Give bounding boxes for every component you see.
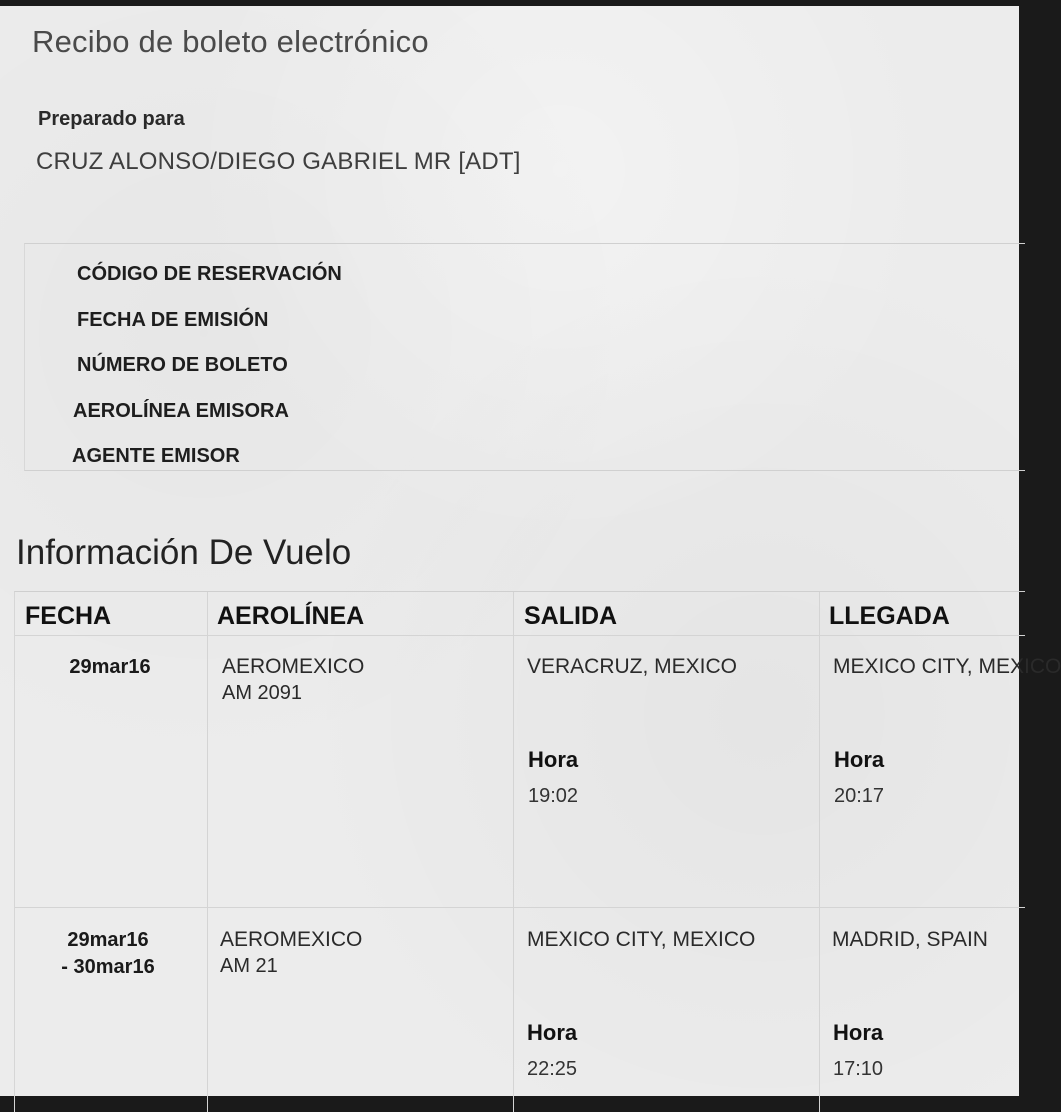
departure-city: MEXICO CITY, MEXICO [527, 928, 756, 951]
flight-date [43, 927, 173, 981]
arrival-city-clip [833, 655, 1061, 685]
flight-date-start: 29mar16 [69, 656, 151, 678]
arrival-time: 20:17 [834, 785, 885, 807]
flight-date-end: - 30mar16 [61, 956, 155, 978]
flight-info-title: Información De Vuelo [16, 533, 352, 572]
flight-date [55, 654, 165, 681]
ticket-number-label: NÚMERO DE BOLETO [77, 354, 288, 376]
departure-time-label: Hora [528, 747, 579, 772]
passenger-name: CRUZ ALONSO/DIEGO GABRIEL MR [ADT] [36, 148, 521, 175]
departure-time: 19:02 [528, 785, 579, 807]
column-divider [819, 592, 820, 1112]
flight-number: AM 2091 [222, 682, 303, 704]
arrival-city: MADRID, SPAIN [832, 928, 988, 951]
arrival-time: 17:10 [833, 1058, 884, 1080]
row-divider [15, 907, 1025, 908]
arrival-city-clip [832, 928, 1025, 958]
flight-date-start: 29mar16 [67, 929, 149, 951]
column-divider [207, 592, 208, 1112]
issuing-airline-label: AEROLÍNEA EMISORA [73, 400, 289, 422]
header-llegada: LLEGADA [829, 602, 950, 630]
header-salida: SALIDA [524, 602, 618, 630]
header-aerolinea: AEROLÍNEA [217, 602, 365, 630]
receipt-title: Recibo de boleto electrónico [32, 24, 429, 59]
arrival-city: MEXICO CITY, MEXICO [833, 655, 1061, 678]
prepared-for-label: Preparado para [38, 108, 185, 130]
arrival-time-label: Hora [834, 747, 885, 772]
reservation-code-label: CÓDIGO DE RESERVACIÓN [77, 263, 342, 285]
issue-date-label: FECHA DE EMISIÓN [77, 309, 269, 331]
column-divider [513, 592, 514, 1112]
reservation-info-box [24, 243, 1025, 471]
airline-name: AEROMEXICO [222, 655, 365, 678]
ticket-receipt-page [0, 6, 1061, 1096]
header-fecha: FECHA [25, 602, 112, 630]
header-divider [15, 635, 1025, 636]
departure-time-label: Hora [527, 1020, 578, 1045]
departure-time: 22:25 [527, 1058, 578, 1080]
departure-city: VERACRUZ, MEXICO [527, 655, 738, 678]
flight-table [14, 591, 1061, 1112]
arrival-time-label: Hora [833, 1020, 884, 1045]
airline-name: AEROMEXICO [220, 928, 363, 951]
flight-number: AM 21 [220, 955, 278, 977]
issuing-agent-label: AGENTE EMISOR [72, 445, 240, 467]
